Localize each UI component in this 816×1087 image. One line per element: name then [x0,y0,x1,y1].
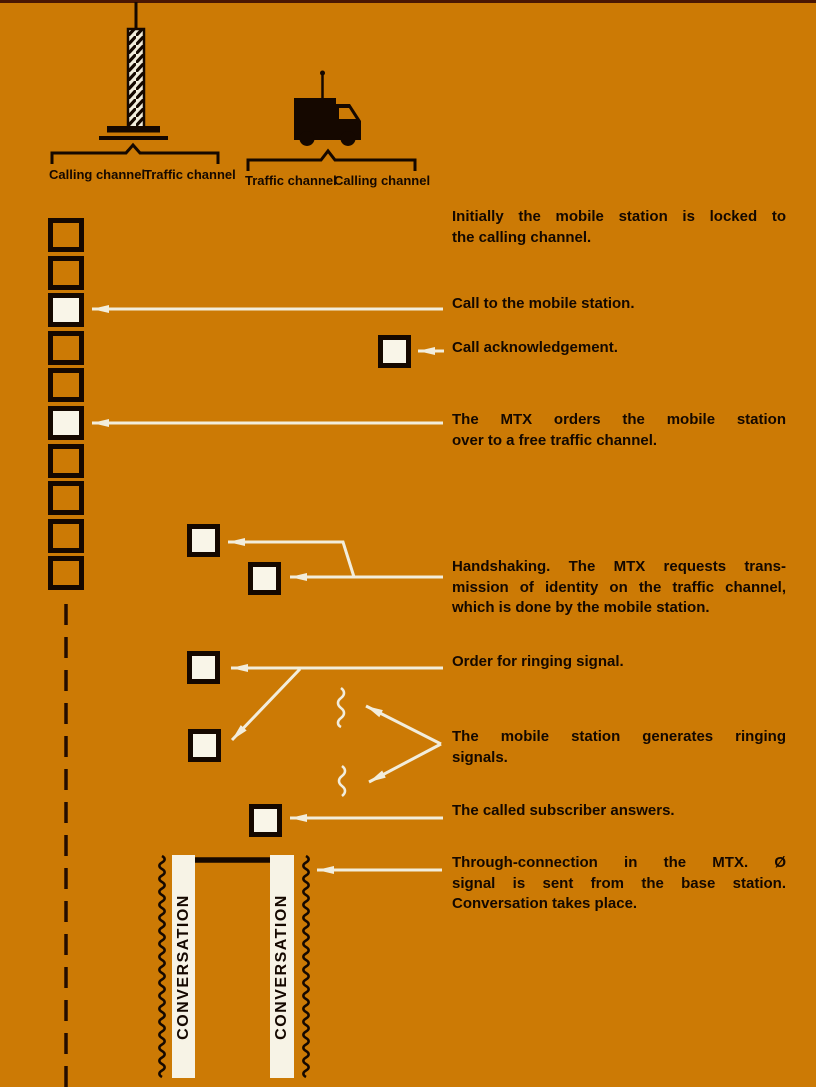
conversation-label: CONVERSATION [273,893,290,1040]
annotation-line: Handshaking. The MTX requests trans- [452,558,786,575]
conversation-label: CONVERSATION [174,893,192,1040]
annotation-line: over to a free traffic channel. [452,431,658,449]
annotation-line: Through-connection in the MTX. Ø [452,854,786,871]
handshake-signal-square-1 [187,524,220,557]
base-station-channel-bracket [52,145,218,164]
annotation-through [452,853,786,915]
annotation-line: Call acknowledgement. [452,339,618,356]
conversation-zigzag-left [159,856,164,1077]
annotation-line: signal is sent from the base station. [452,874,786,892]
annotation-mtx-orders [452,410,786,451]
ringing-signal-arrow-down [369,744,441,782]
calling-channel-square-9 [48,519,84,553]
ringing-generate-signal-square [188,729,221,762]
conversation-bar-traffic-channel-base [172,855,195,1078]
annotation-line: Conversation takes place. [452,895,638,912]
ringing-order-signal-square [187,651,220,684]
calling-channel-square-6 [48,406,84,440]
annotation-answer [452,801,786,822]
label-calling-channel-base: Calling channel [49,167,146,182]
calling-channel-square-3 [48,293,84,327]
ringing-squiggle-lower [339,766,345,796]
ringing-order-diagonal-arrow [232,669,300,740]
label-traffic-channel-base: Traffic channel [144,167,236,182]
handshake-arrow-upper-branch [228,542,354,577]
ringing-squiggle-upper [338,688,344,727]
annotation-line: Call to the mobile station. [452,295,635,312]
annotation-line: Order for ringing signal. [452,653,624,670]
annotation-line: The MTX orders the mobile station [452,411,786,428]
call-ack-signal-square [378,335,411,368]
truck-icon [294,71,361,147]
calling-channel-square-10 [48,556,84,590]
calling-channel-square-8 [48,481,84,515]
annotation-ringing-gen [452,727,786,768]
annotation-handshaking [452,557,786,619]
label-traffic-channel-mobile: Traffic channel [245,173,337,188]
annotation-line: The mobile station generates ringing [452,728,786,745]
calling-channel-square-2 [48,256,84,290]
annotation-acknowledge [452,338,786,359]
annotation-line: mission of identity on the traffic channel, [452,578,786,596]
annotation-call [452,294,786,315]
annotation-locked [452,207,786,248]
calling-channel-square-5 [48,368,84,402]
antenna-tower-icon [99,2,168,140]
conversation-zigzag-right [303,856,308,1077]
annotation-line: signals. [452,748,508,766]
calling-channel-square-1 [48,218,84,252]
annotation-line: Initially the mobile station is locked to [452,208,786,225]
annotation-line: The called subscriber answers. [452,802,675,819]
calling-channel-square-4 [48,331,84,365]
ringing-signal-arrow-up [366,706,441,744]
annotation-ringing-order [452,652,786,673]
calling-channel-square-7 [48,444,84,478]
subscriber-answer-signal-square [249,804,282,837]
mobile-station-channel-bracket [248,151,415,171]
conversation-bar-traffic-channel-mobile [270,855,294,1078]
handshake-signal-square-2 [248,562,281,595]
annotation-line: which is done by the mobile station. [452,599,710,616]
label-calling-channel-mobile: Calling channel [334,173,431,188]
annotation-line: the calling channel. [452,228,592,246]
